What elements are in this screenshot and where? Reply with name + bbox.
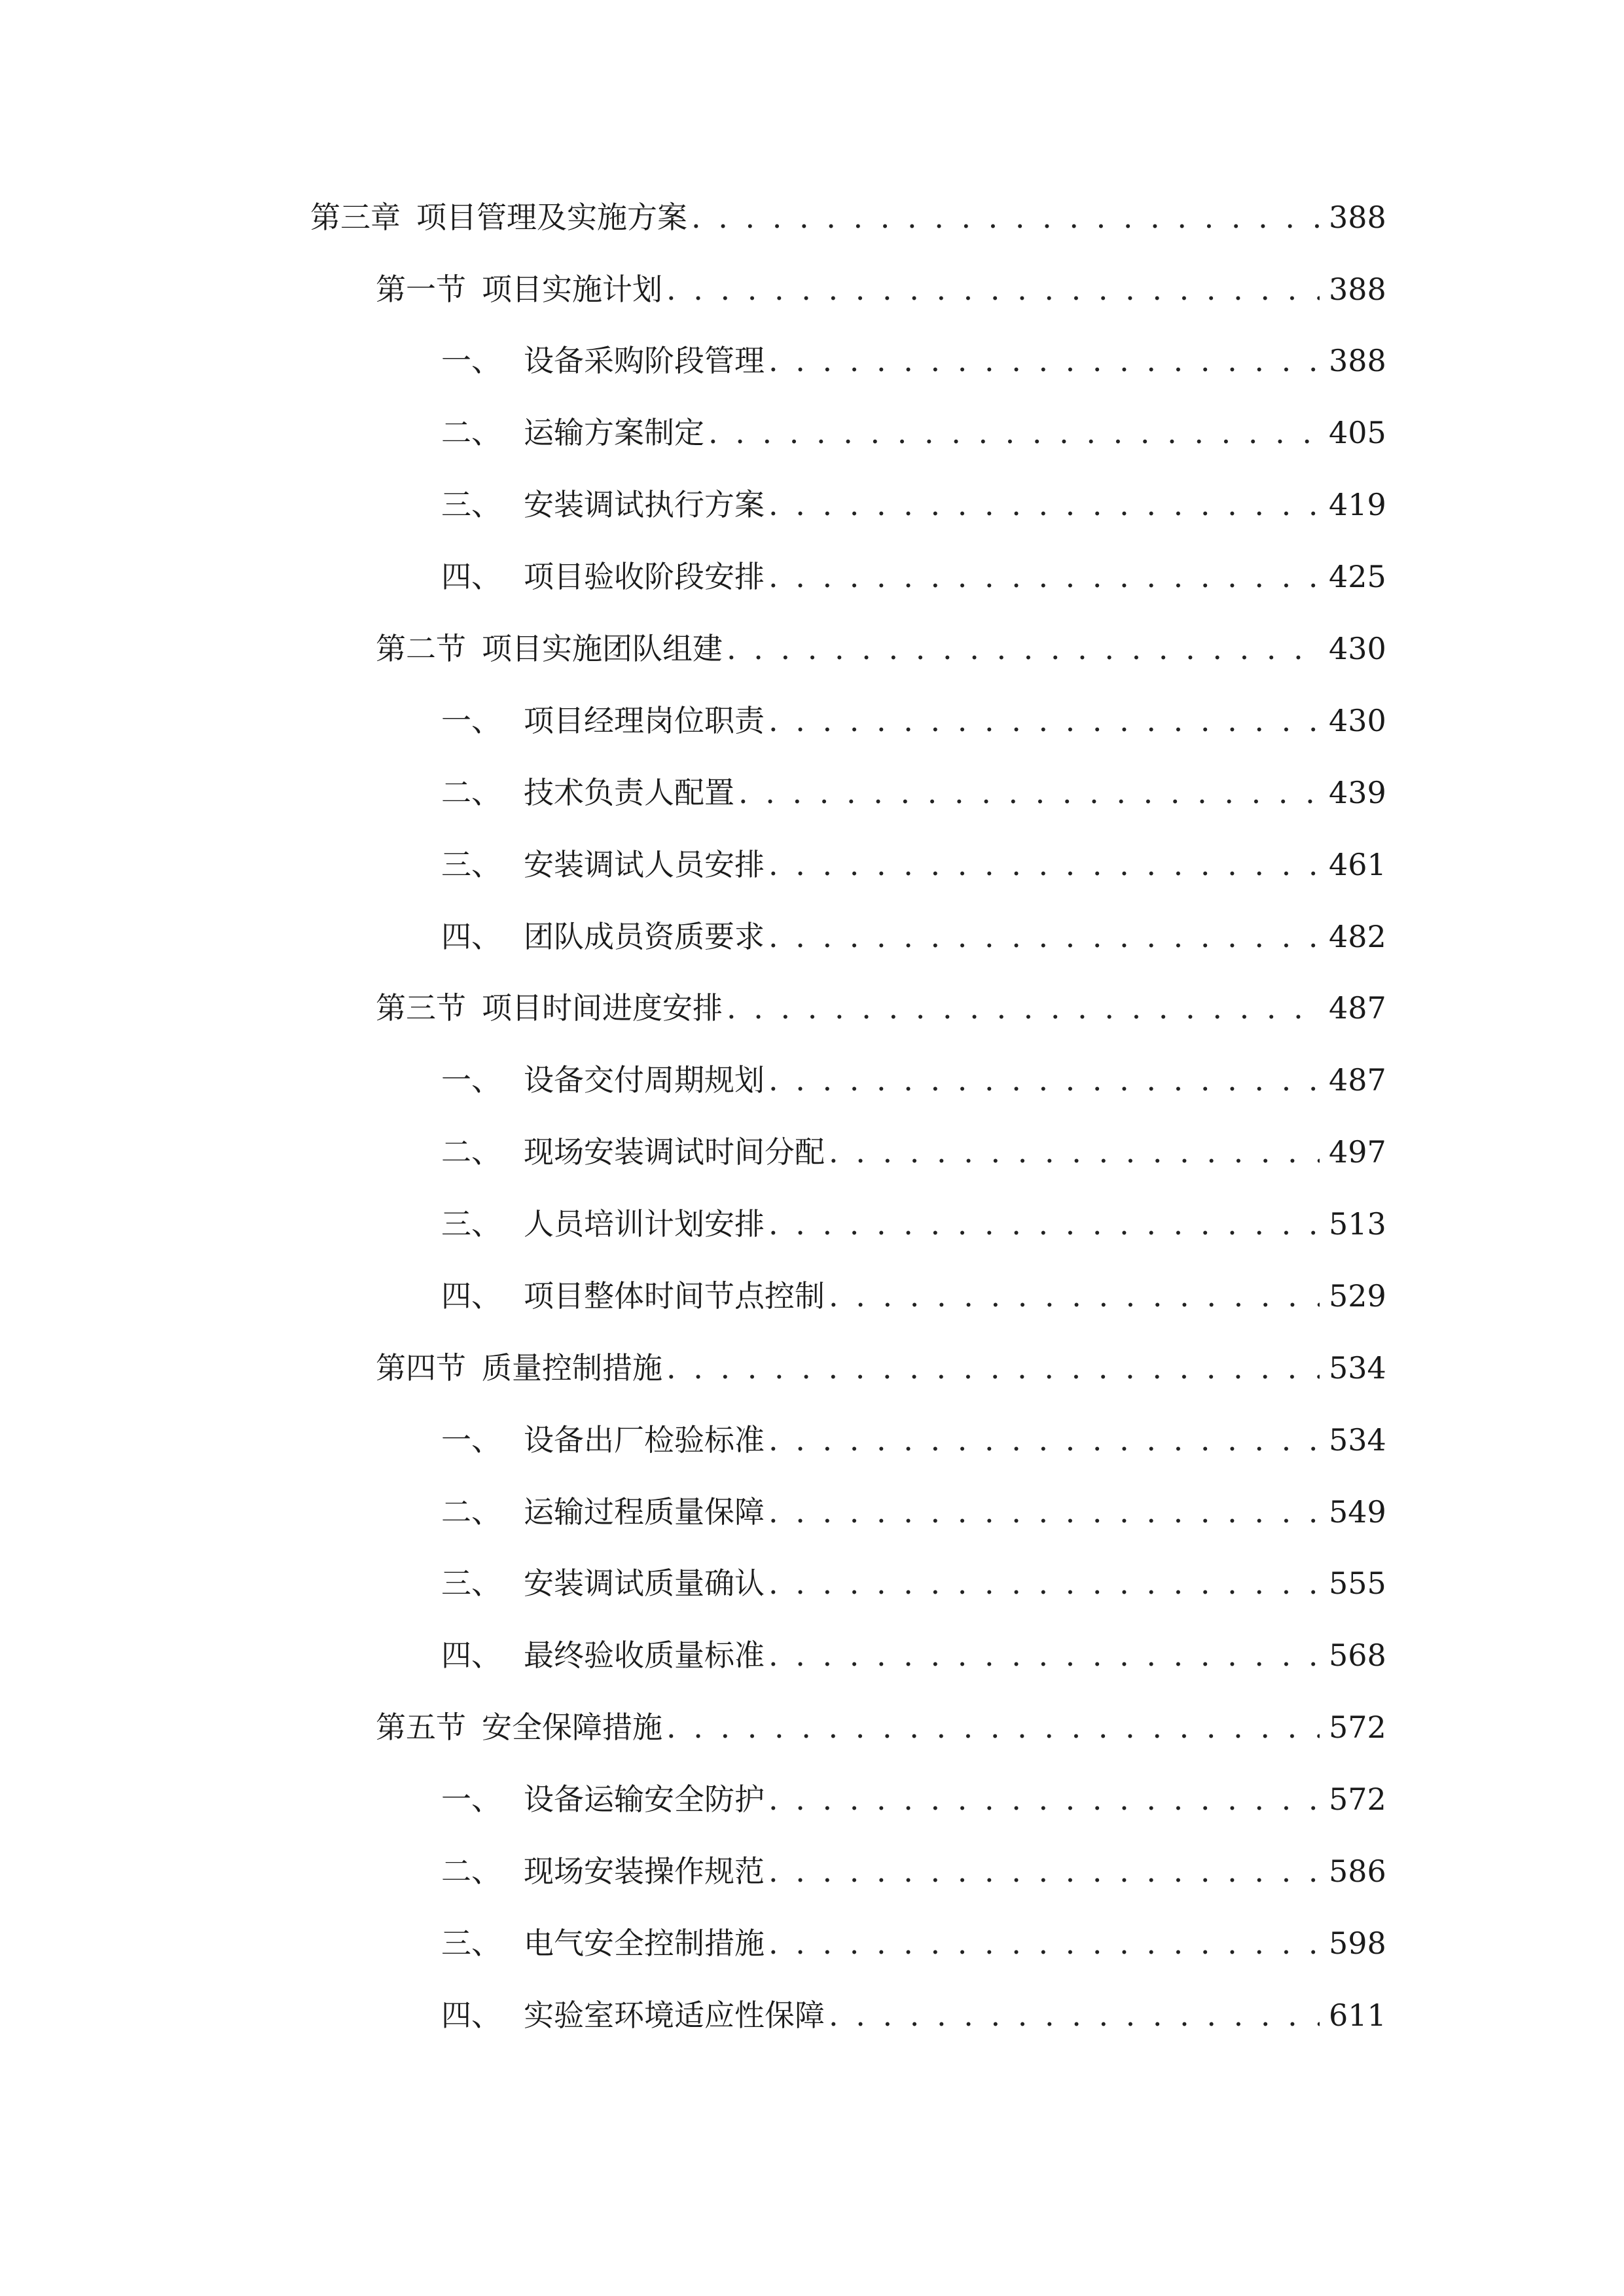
dot-leader — [666, 1704, 1320, 1750]
page-number: 534 — [1329, 1422, 1386, 1458]
toc-section[interactable] — [376, 1345, 1386, 1391]
page-number: 598 — [1329, 1926, 1386, 1961]
item-number: 一、 — [441, 1062, 501, 1098]
toc-item[interactable] — [441, 1273, 1386, 1319]
dot-leader — [768, 1632, 1320, 1678]
section-title: 质量控制措施 — [482, 1350, 662, 1386]
page-number: 487 — [1329, 990, 1386, 1026]
section-number: 第四节 — [376, 1350, 466, 1386]
dot-leader — [768, 698, 1320, 744]
item-title: 运输过程质量保障 — [524, 1494, 765, 1530]
section-title: 安全保障措施 — [482, 1710, 662, 1745]
dot-leader — [691, 194, 1320, 240]
section-number: 第一节 — [376, 272, 466, 307]
toc-item[interactable] — [441, 338, 1386, 384]
toc-item[interactable] — [441, 482, 1386, 528]
page-number: 419 — [1329, 487, 1386, 522]
item-title: 团队成员资质要求 — [524, 919, 765, 954]
dot-leader — [768, 1920, 1320, 1966]
item-title: 设备交付周期规划 — [524, 1062, 765, 1098]
section-number: 第五节 — [376, 1710, 466, 1745]
item-title: 设备采购阶段管理 — [524, 343, 765, 378]
toc-item[interactable] — [441, 1057, 1386, 1103]
item-number: 一、 — [441, 1422, 501, 1458]
page-number: 482 — [1329, 919, 1386, 954]
dot-leader — [708, 410, 1320, 456]
dot-leader — [768, 1560, 1320, 1606]
page-number: 388 — [1329, 272, 1386, 307]
item-number: 一、 — [441, 1782, 501, 1817]
item-number: 一、 — [441, 343, 501, 378]
toc-item[interactable] — [441, 698, 1386, 744]
toc-section[interactable] — [376, 626, 1386, 672]
page-number: 425 — [1329, 559, 1386, 594]
section-title: 项目实施计划 — [482, 272, 662, 307]
item-title: 技术负责人配置 — [524, 775, 734, 810]
page-number: 430 — [1329, 703, 1386, 738]
page-number: 572 — [1329, 1710, 1386, 1745]
page-number: 586 — [1329, 1854, 1386, 1889]
page-number: 513 — [1329, 1206, 1386, 1242]
item-title: 项目经理岗位职责 — [524, 703, 765, 738]
chapter-title: 项目管理及实施方案 — [416, 200, 687, 235]
item-title: 现场安装操作规范 — [524, 1854, 765, 1889]
item-number: 二、 — [441, 415, 501, 450]
dot-leader — [768, 1848, 1320, 1894]
page-number: 388 — [1329, 200, 1386, 235]
dot-leader — [768, 554, 1320, 600]
toc-item[interactable] — [441, 1992, 1386, 2038]
dot-leader — [768, 1489, 1320, 1535]
toc-item[interactable] — [441, 1848, 1386, 1894]
dot-leader — [727, 626, 1320, 672]
toc-item[interactable] — [441, 410, 1386, 456]
section-title: 项目时间进度安排 — [482, 990, 723, 1026]
item-number: 四、 — [441, 559, 501, 594]
dot-leader — [727, 985, 1320, 1031]
dot-leader — [738, 770, 1320, 816]
section-number: 第二节 — [376, 631, 466, 666]
item-number: 二、 — [441, 1134, 501, 1170]
toc-item[interactable] — [441, 554, 1386, 600]
dot-leader — [768, 1417, 1320, 1463]
toc-section[interactable] — [376, 985, 1386, 1031]
item-number: 四、 — [441, 1638, 501, 1673]
page-number: 568 — [1329, 1638, 1386, 1673]
toc-item[interactable] — [441, 1560, 1386, 1606]
item-number: 四、 — [441, 919, 501, 954]
item-title: 安装调试执行方案 — [524, 487, 765, 522]
item-number: 一、 — [441, 703, 501, 738]
item-title: 项目验收阶段安排 — [524, 559, 765, 594]
item-number: 三、 — [441, 847, 501, 882]
toc-item[interactable] — [441, 1632, 1386, 1678]
toc-section[interactable] — [376, 1704, 1386, 1750]
toc-item[interactable] — [441, 1489, 1386, 1535]
section-number: 第三节 — [376, 990, 466, 1026]
page-number: 388 — [1329, 343, 1386, 378]
item-number: 二、 — [441, 775, 501, 810]
toc-item[interactable] — [441, 842, 1386, 888]
page-number: 572 — [1329, 1782, 1386, 1817]
toc-item[interactable] — [441, 1201, 1386, 1247]
item-title: 最终验收质量标准 — [524, 1638, 765, 1673]
item-title: 电气安全控制措施 — [524, 1926, 765, 1961]
toc-section[interactable] — [376, 266, 1386, 312]
item-title: 运输方案制定 — [524, 415, 704, 450]
item-title: 安装调试质量确认 — [524, 1566, 765, 1601]
item-number: 二、 — [441, 1854, 501, 1889]
toc-item[interactable] — [441, 914, 1386, 960]
item-number: 三、 — [441, 1566, 501, 1601]
item-title: 实验室环境适应性保障 — [524, 1998, 825, 2033]
dot-leader — [666, 266, 1320, 312]
page-number: 497 — [1329, 1134, 1386, 1170]
page-number: 405 — [1329, 415, 1386, 450]
item-title: 人员培训计划安排 — [524, 1206, 765, 1242]
item-number: 四、 — [441, 1998, 501, 2033]
page-number: 549 — [1329, 1494, 1386, 1530]
dot-leader — [768, 842, 1320, 888]
dot-leader — [768, 1201, 1320, 1247]
item-title: 项目整体时间节点控制 — [524, 1278, 825, 1314]
item-number: 二、 — [441, 1494, 501, 1530]
page-number: 555 — [1329, 1566, 1386, 1601]
dot-leader — [768, 914, 1320, 960]
dot-leader — [768, 482, 1320, 528]
page-number: 529 — [1329, 1278, 1386, 1314]
toc-item[interactable] — [441, 1129, 1386, 1175]
item-number: 三、 — [441, 1206, 501, 1242]
dot-leader — [768, 338, 1320, 384]
toc-item[interactable] — [441, 1776, 1386, 1822]
page-number: 430 — [1329, 631, 1386, 666]
item-number: 三、 — [441, 487, 501, 522]
section-title: 项目实施团队组建 — [482, 631, 723, 666]
page-number: 611 — [1329, 1998, 1386, 2033]
toc-chapter[interactable] — [310, 194, 1386, 240]
page-number: 534 — [1329, 1350, 1386, 1386]
dot-leader — [829, 1273, 1320, 1319]
item-title: 现场安装调试时间分配 — [524, 1134, 825, 1170]
page-number: 487 — [1329, 1062, 1386, 1098]
toc-item[interactable] — [441, 1920, 1386, 1966]
item-title: 设备运输安全防护 — [524, 1782, 765, 1817]
item-number: 三、 — [441, 1926, 501, 1961]
toc-item[interactable] — [441, 1417, 1386, 1463]
dot-leader — [768, 1057, 1320, 1103]
dot-leader — [666, 1345, 1320, 1391]
toc-item[interactable] — [441, 770, 1386, 816]
page-number: 439 — [1329, 775, 1386, 810]
item-title: 安装调试人员安排 — [524, 847, 765, 882]
dot-leader — [829, 1129, 1320, 1175]
dot-leader — [829, 1992, 1320, 2038]
item-title: 设备出厂检验标准 — [524, 1422, 765, 1458]
page-number: 461 — [1329, 847, 1386, 882]
dot-leader — [768, 1776, 1320, 1822]
item-number: 四、 — [441, 1278, 501, 1314]
chapter-number: 第三章 — [310, 200, 401, 235]
